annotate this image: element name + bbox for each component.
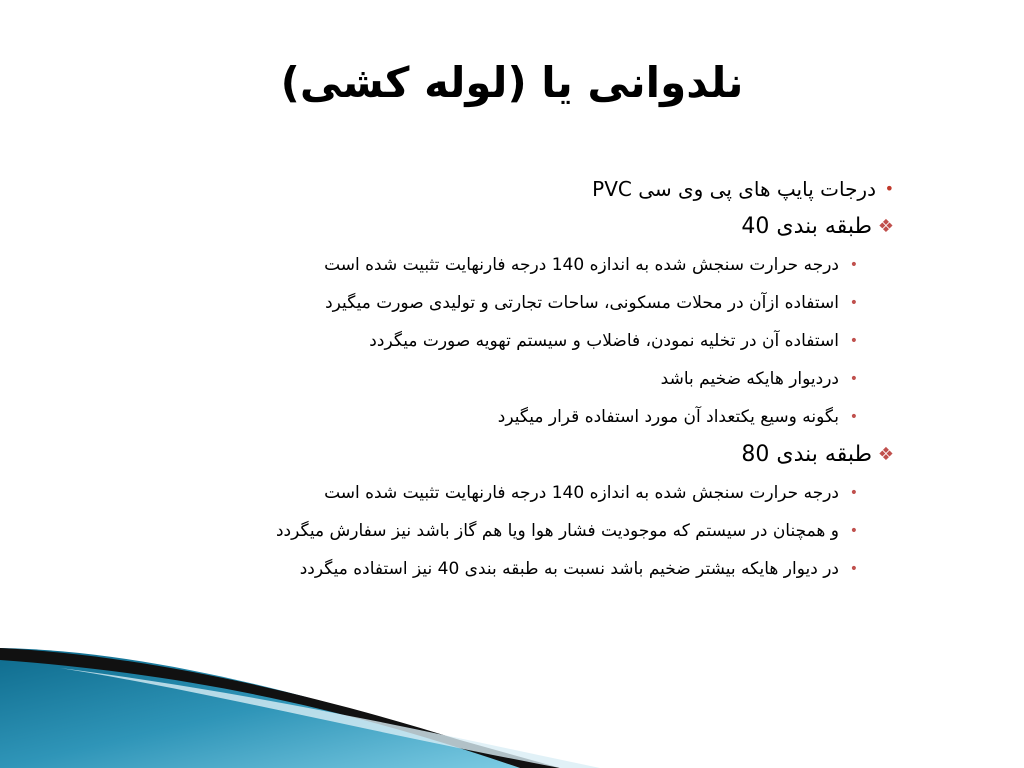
list-item-text: در دیوار هایکه بیشتر ضخیم باشد نسبت به طبقه بندی 40 نیز استفاده میگردد [299, 559, 839, 579]
bullet-icon: • [849, 561, 858, 577]
section-heading-text: طبقه بندی 80 [741, 442, 872, 467]
list-item [114, 284, 894, 322]
bullet-icon: • [849, 409, 858, 425]
slide-title: نلدوانی یا (لوله کشی) [280, 58, 744, 107]
section-heading-40 [114, 208, 894, 246]
bullet-icon: • [849, 485, 858, 501]
diamond-bullet-icon: ❖ [877, 216, 894, 237]
list-item [114, 246, 894, 284]
section-heading-80 [114, 436, 894, 474]
list-item [114, 550, 894, 588]
list-item-text: درجه حرارت سنجش شده به اندازه 140 درجه فارنهایت تثبیت شده است [324, 483, 839, 503]
list-item-text: درجه حرارت سنجش شده به اندازه 140 درجه فارنهایت تثبیت شده است [324, 255, 839, 275]
bullet-icon: • [849, 295, 858, 311]
bullet-icon: • [849, 257, 858, 273]
bullet-icon: • [884, 179, 894, 198]
list-item [114, 398, 894, 436]
diamond-bullet-icon: ❖ [877, 444, 894, 465]
list-item-text: استفاده آن در تخلیه نمودن، فاضلاب و سیستم تهویه صورت میگردد [369, 331, 839, 351]
bullet-icon: • [849, 523, 858, 539]
list-item [114, 474, 894, 512]
list-item-text: دردیوار هایکه ضخیم باشد [660, 369, 839, 389]
bullet-icon: • [849, 333, 858, 349]
list-item [114, 322, 894, 360]
list-item [114, 360, 894, 398]
section-heading-text: طبقه بندی 40 [741, 214, 872, 239]
list-item-text: و همچنان در سیستم که موجودیت فشار هوا ویا هم گاز باشد نیز سفارش میگردد [275, 521, 839, 541]
bullet-icon: • [849, 371, 858, 387]
list-item [114, 512, 894, 550]
list-item-text: استفاده ازآن در محلات مسکونی، ساحات تجارتی و تولیدی صورت میگیرد [325, 293, 839, 313]
slide-content [114, 170, 894, 588]
list-item-text: بگونه وسیع یکتعداد آن مورد استفاده قرار میگیرد [497, 407, 839, 427]
intro-item [114, 170, 894, 208]
intro-text: درجات پایپ های پی وی سی PVC [592, 177, 876, 201]
